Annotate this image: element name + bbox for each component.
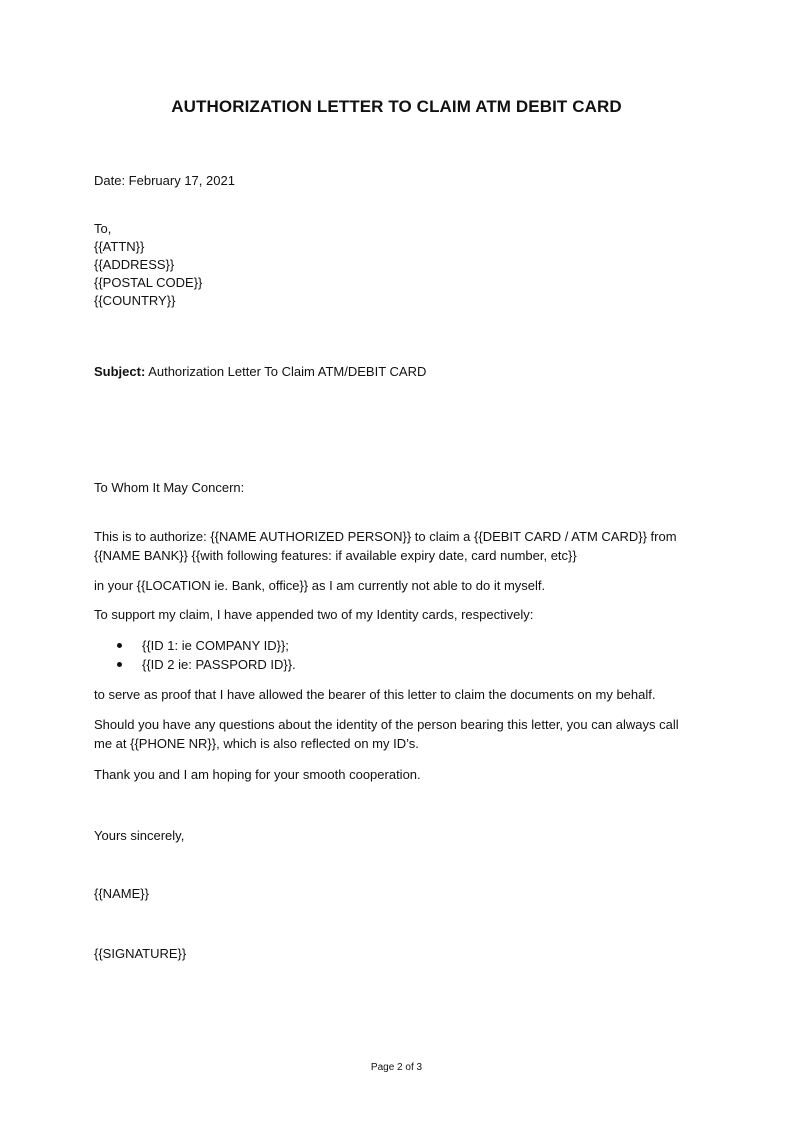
closing: Yours sincerely, — [94, 828, 185, 843]
body-para5-line1: Should you have any questions about the identity of the person bearing this letter, you can always call — [94, 717, 679, 732]
bullet-icon — [117, 662, 122, 667]
list-item-text: {{ID 2 ie: PASSPORD ID}}. — [142, 657, 296, 672]
recipient-to: To, — [94, 221, 112, 236]
subject-label: Subject: — [94, 364, 146, 379]
recipient-country: {{COUNTRY}} — [94, 293, 176, 308]
list-item-text: {{ID 1: ie COMPANY ID}}; — [142, 638, 289, 653]
body-para2: in your {{LOCATION ie. Bank, office}} as I am currently not able to do it myself. — [94, 578, 546, 593]
recipient-attn: {{ATTN}} — [94, 239, 145, 254]
body-para1-line2: {{NAME BANK}} {{with following features: if available expiry date, card number, etc}} — [94, 548, 577, 563]
page-number: Page 2 of 3 — [370, 1062, 423, 1073]
sender-name: {{NAME}} — [94, 886, 149, 901]
body-para1-line1: This is to authorize: {{NAME AUTHORIZED PERSON}} to claim a {{DEBIT CARD / ATM CARD}} from — [94, 529, 677, 544]
subject-text: Authorization Letter To Claim ATM/DEBIT CARD — [145, 364, 427, 379]
recipient-postal-code: {{POSTAL CODE}} — [94, 275, 203, 290]
subject-line — [94, 363, 426, 381]
body-para6: Thank you and I am hoping for your smooth cooperation. — [94, 767, 421, 782]
body-para4: to serve as proof that I have allowed the bearer of this letter to claim the documents on my behalf. — [94, 687, 656, 702]
signature: {{SIGNATURE}} — [94, 946, 187, 961]
letter-title: AUTHORIZATION LETTER TO CLAIM ATM DEBIT CARD — [171, 97, 622, 116]
bullet-icon — [117, 643, 122, 648]
body-para5-line2: me at {{PHONE NR}}, which is also reflected on my ID’s. — [94, 736, 419, 751]
date-line: Date: February 17, 2021 — [94, 173, 235, 188]
recipient-address: {{ADDRESS}} — [94, 257, 175, 272]
salutation: To Whom It May Concern: — [94, 480, 245, 495]
body-para3: To support my claim, I have appended two of my Identity cards, respectively: — [94, 607, 534, 622]
